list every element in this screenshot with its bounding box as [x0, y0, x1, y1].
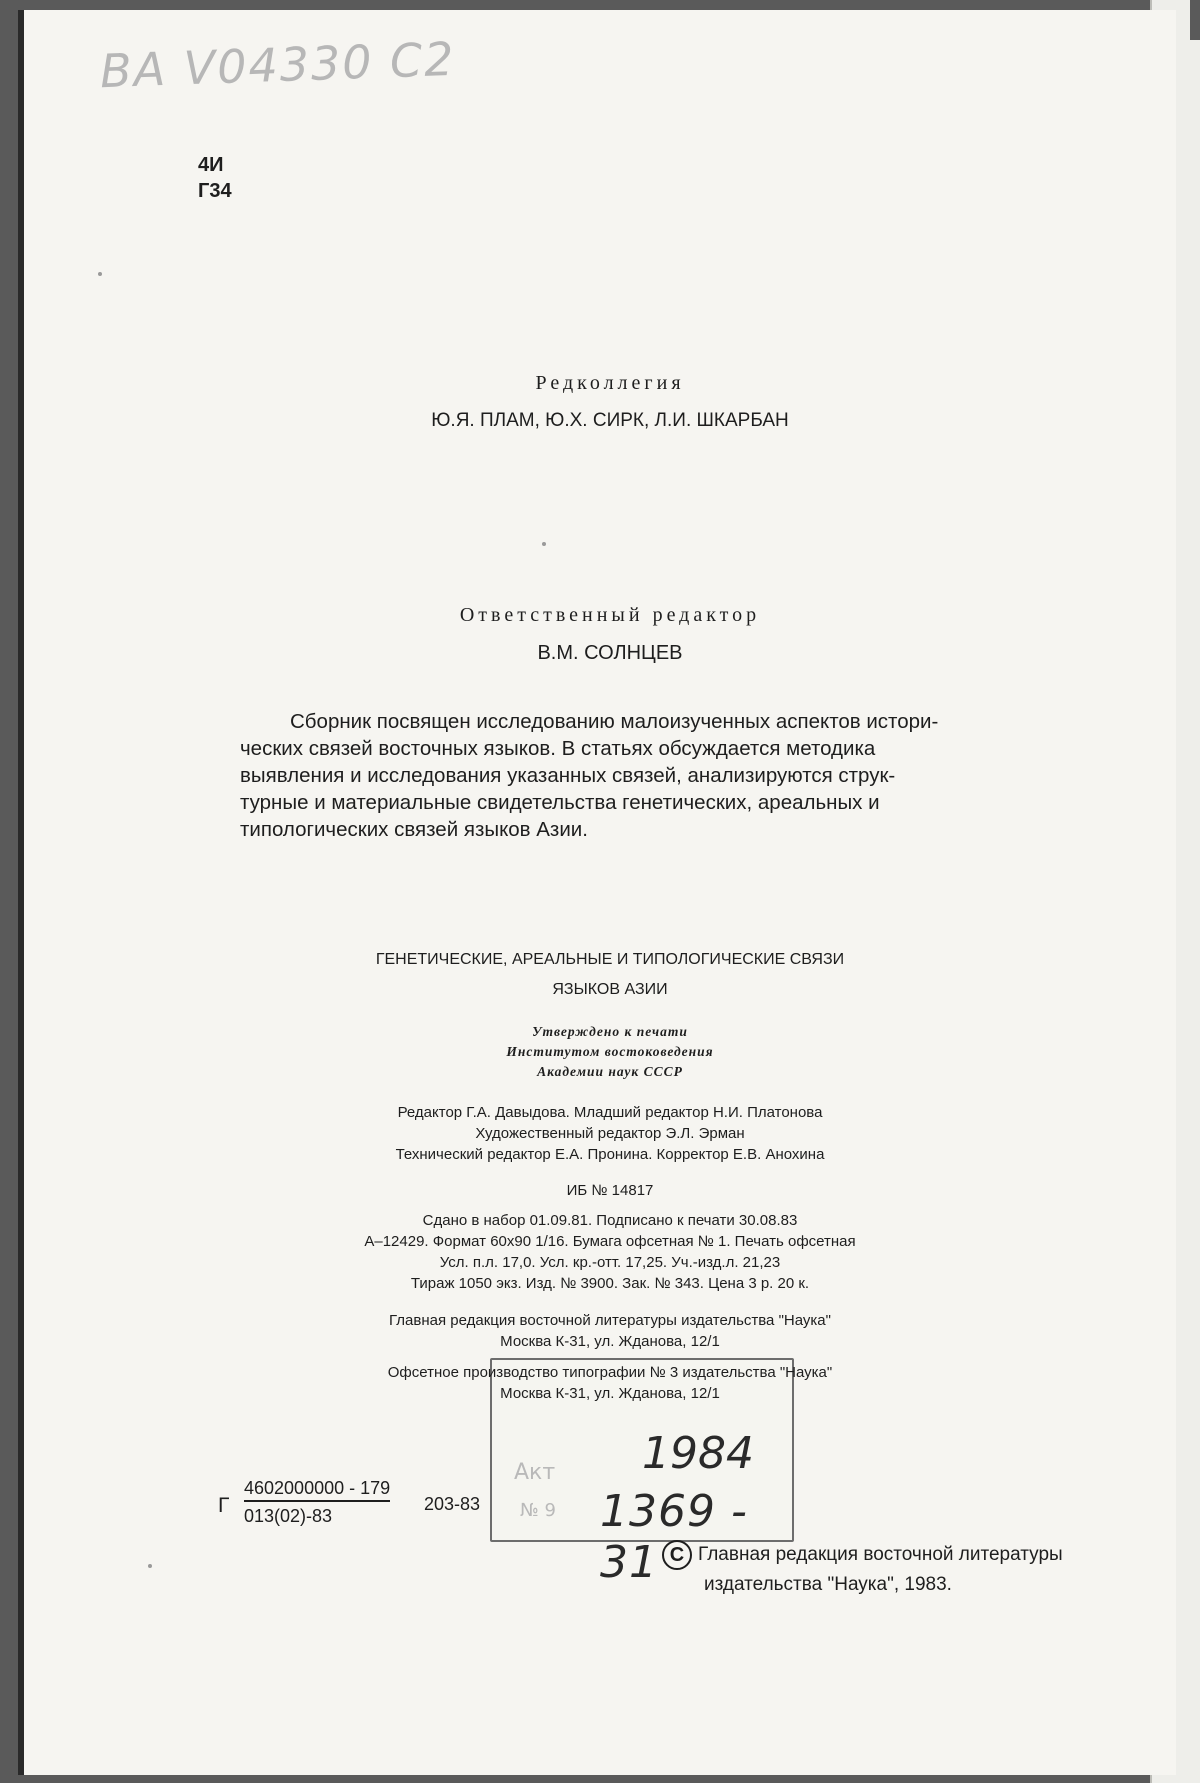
classification-code: [198, 152, 232, 204]
approval-line: Утверждено к печати: [532, 1024, 688, 1039]
abstract-line: ческих связей восточных языков. В статьях обсуждается методика: [240, 737, 876, 760]
abstract-line: Сборник посвящен исследованию малоизученных аспектов истори-: [290, 710, 939, 733]
print-detail-line: Сдано в набор 01.09.81. Подписано к печати 30.08.83: [422, 1212, 798, 1229]
index-denominator: 013(02)-83: [244, 1506, 333, 1526]
handwritten-inventory-number: BA V04330 C2: [99, 31, 457, 99]
stamp-label: Акт: [514, 1460, 556, 1485]
print-detail-line: А–12429. Формат 60х90 1/16. Бумага офсетная № 1. Печать офсетная: [364, 1233, 856, 1250]
credits: [300, 1102, 920, 1165]
abstract-line: турные и материальные свидетельства генетических, ареальных и: [240, 791, 880, 814]
classification-line: 4И: [198, 154, 224, 176]
responsible-editor-name: В.М. СОЛНЦЕВ: [537, 642, 683, 664]
print-detail-line: Тираж 1050 экз. Изд. № 3900. Зак. № 343. Цена 3 р. 20 к.: [410, 1275, 810, 1292]
index-code: 203-83: [424, 1494, 481, 1514]
approval-line: Институтом востоковедения: [506, 1044, 714, 1059]
classification-line: Г34: [198, 180, 232, 202]
stamp-number: 1369 - 31: [600, 1486, 748, 1588]
book-title: [300, 945, 920, 1005]
copyright-line: издательства "Наука", 1983.: [704, 1574, 952, 1596]
printer-line: Москва К-31, ул. Жданова, 12/1: [500, 1385, 720, 1402]
abstract-line: выявления и исследования указанных связей, анализируются струк-: [240, 764, 896, 787]
publisher-line: Москва К-31, ул. Жданова, 12/1: [500, 1333, 720, 1350]
editorial-board-members: Ю.Я. ПЛАМ, Ю.Х. СИРК, Л.И. ШКАРБАН: [431, 410, 789, 431]
abstract: [240, 708, 1008, 843]
editorial-board-heading: Редколлегия: [535, 372, 685, 394]
publisher-info: [300, 1310, 920, 1352]
stamp-year: 1984: [642, 1428, 754, 1479]
index-letter: Г: [218, 1494, 230, 1517]
publisher-line: Главная редакция восточной литературы издательства "Наука": [389, 1312, 831, 1329]
abstract-line: типологических связей языков Азии.: [240, 818, 588, 841]
book-title-line: ГЕНЕТИЧЕСКИЕ, АРЕАЛЬНЫЕ И ТИПОЛОГИЧЕСКИЕ СВЯЗИ: [375, 951, 845, 968]
copyright-line: Главная редакция восточной литературы: [698, 1544, 1063, 1566]
stamp-label: № 9: [520, 1500, 556, 1521]
index-numerator: 4602000000 - 179: [244, 1478, 390, 1502]
approval-line: Академии наук СССР: [537, 1064, 683, 1079]
copyright: [662, 1540, 1063, 1600]
print-detail-line: Усл. п.л. 17,0. Усл. кр.-отт. 17,25. Уч.-изд.л. 21,23: [439, 1254, 781, 1271]
credit-line: Художественный редактор Э.Л. Эрман: [475, 1125, 745, 1142]
book-title-line: ЯЗЫКОВ АЗИИ: [552, 981, 668, 998]
credit-line: Технический редактор Е.А. Пронина. Корректор Е.В. Анохина: [395, 1146, 825, 1163]
credit-line: Редактор Г.А. Давыдова. Младший редактор Н.И. Платонова: [397, 1104, 823, 1121]
printer-info: [300, 1362, 920, 1404]
printer-line: Офсетное производство типографии № 3 издательства "Наука": [387, 1364, 833, 1381]
responsible-editor-heading: Ответственный редактор: [459, 604, 761, 626]
approval-note: [350, 1022, 870, 1082]
print-details: [280, 1210, 940, 1294]
copyright-icon: C: [662, 1540, 692, 1570]
ib-number: ИБ № 14817: [566, 1182, 654, 1199]
